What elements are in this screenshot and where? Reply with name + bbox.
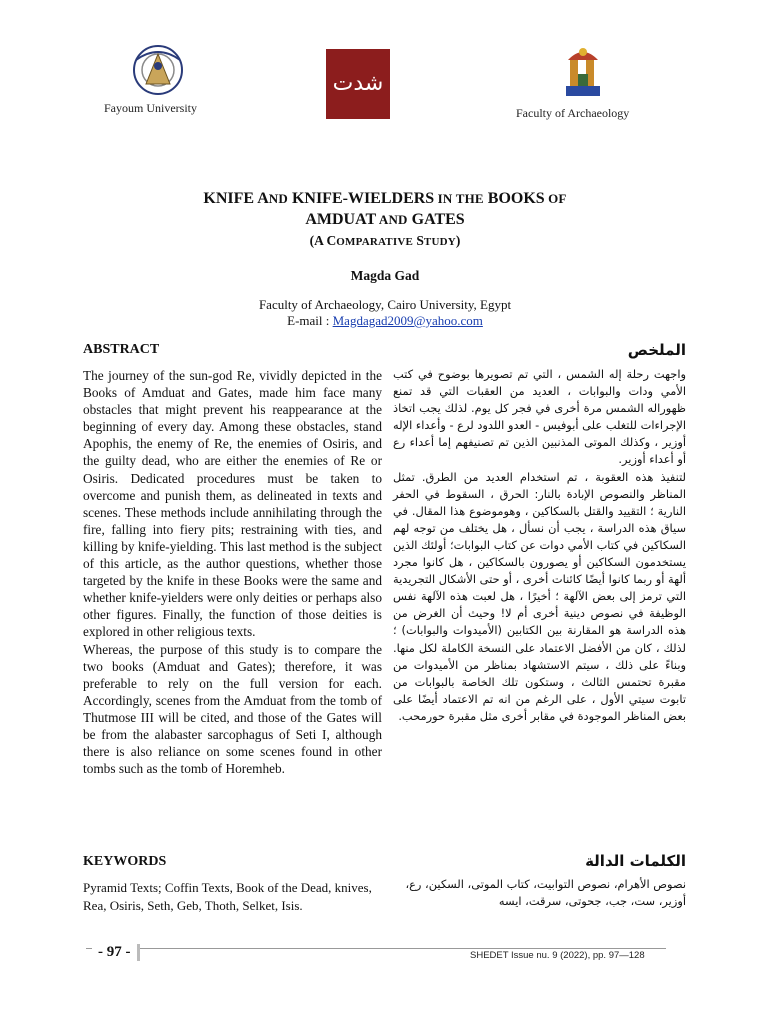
faculty-archaeology-logo bbox=[558, 40, 608, 102]
author-name: Magda Gad bbox=[350, 268, 420, 283]
title-part: BOOKS bbox=[483, 190, 545, 207]
abstract-paragraph-en: Whereas, the purpose of this study is to compare the two books (Amduat and Gates); therefore, it was preferable to rely on the full version for each. Accordingly, scenes from the Amduat from the tomb of Thutmose III will be cited, and those of the Gates will be from the alabaster sarcophagus of Seti I, although there is also reliance on some scenes found in other tombs such as the tomb of Horemheb. bbox=[83, 641, 382, 777]
title-part: (A C bbox=[309, 233, 337, 248]
keywords-heading-ar: الكلمات الدالة bbox=[585, 852, 686, 870]
footer-rule bbox=[86, 948, 666, 949]
abstract-paragraph-en: The journey of the sun-god Re, vividly depicted in the Books of Amduat and Gates, made him face many obstacles that might prevent his reappearance at the beginning of every day. Among these obstacles, stand Apophis, the enemy of Re, the enemies of Osiris, and the guilty dead, who are either the enemies of Re or Osiris. Dedicated procedures must be taken to overcome and punish them, as delineated in texts and scenes. These methods include annihilating through the fire, falling into fiery pits; restraining with ties, and killing by knife-yielding. This last method is the subject of this article, as the author questions, whether those targeted by the knife in these Books were the same and whether knife-yielders were only deities or perhaps also other figures. Finally, the function of those deities is explored in other religious texts. bbox=[83, 368, 382, 640]
title-part: S bbox=[413, 233, 424, 248]
author-affiliation: Faculty of Archaeology, Cairo University, Egypt bbox=[258, 297, 512, 312]
shedet-journal-logo bbox=[326, 49, 390, 119]
title-part: KNIFE-WIELDERS bbox=[287, 190, 435, 207]
title-part: GATES bbox=[407, 211, 465, 228]
fayoum-university-logo bbox=[118, 40, 198, 102]
journal-citation: SHEDET Issue nu. 9 (2022), pp. 97—128 bbox=[470, 950, 645, 961]
abstract-paragraph-ar: لتنفيذ هذه العقوبة ، تم استخدام العديد من الطرق. تمثل المناظر والنصوص الإبادة بالنار: الحرق ، السقوط في الحفر النارية ؛ التقييد والقتل بالسكاكين ، وهوموضوع هذا المقال. في سياق هذه الدراسة ، يجب أن نسأل ، هل يختلف من توجه لهم السكاكين في كتاب الأمي دوات عن كتاب البوابات؛ أولئك الذين يستخدمون السكاكين أو يصورون بالسكاكين ، هل كانوا مجرد ألهة أو ربما كانوا أيضًا كائنات أخرى ، أو حتى الأشكال التجريدية التي ترمز إلى بعض الآلهة ؛ أخيرًا ، هل لعبت هذه الآلهة نفس الوظيفة في نصوص دينية أخرى أم لا! وحيث أن الغرض من هذه الدراسة هو المقارنة بين الكتابين (الأميدوات والبوابات) ؛ لذلك ، كان من الأفضل الاعتماد على النسخة الكاملة لكل منها. وبناءً على ذلك ، سيتم الاستشهاد بمناظر من الأميدوات من مقبرة تحتمس الثالث ، وستكون تلك الخاصة بالبوابات من تابوت سيتي الأول ، على الرغم من انه تم الاعتماد أيضًا على بعض المناظر الموجودة في مقابر أخرى مثل مقبرة حورمحب. bbox=[393, 469, 686, 723]
keywords-heading-en: KEYWORDS bbox=[83, 854, 167, 869]
title-part: OMPARATIVE bbox=[336, 236, 414, 248]
title-line-2 bbox=[0, 211, 770, 229]
title-line-1 bbox=[0, 190, 770, 208]
title-part: AND bbox=[376, 212, 408, 227]
title-part: IN THE bbox=[434, 191, 484, 206]
abstract-paragraph-ar: واجهت رحلة إله الشمس ، التي تم تصويرها بوضوح في كتب الأمي ودات والبوابات ، العديد من العقبات التي قد تمنع ظهوراله الشمس مرة أخرى في فجر كل يوم. لذلك يجب اتخاذ الإجراءات للتغلب على أبوفيس - العدو اللدود لرع - وأعداء الإله أوزير ، وكذلك الموتى المذنبين الذين تم تصنيفهم إما أعداء رع أو أعداء أوزير. bbox=[393, 367, 686, 467]
email-link[interactable]: Magdagad2009@yahoo.com bbox=[332, 313, 483, 328]
abstract-heading-en: ABSTRACT bbox=[83, 342, 160, 357]
email-label: E-mail : bbox=[287, 313, 333, 328]
title-part: KNIFE A bbox=[203, 190, 269, 207]
title-part: AMDUAT bbox=[305, 211, 377, 228]
page-number: - 97 - bbox=[92, 944, 140, 961]
abstract-body-en bbox=[83, 367, 382, 777]
keywords-list-en: Pyramid Texts; Coffin Texts, Book of the Dead, knives, Rea, Osiris, Seth, Geb, Thoth, Selket, Isis. bbox=[83, 880, 372, 913]
keywords-list-ar: نصوص الأهرام، نصوص التوابيت، كتاب الموتى، السكين، رع، أوزير، ست، جب، جحوتى، سرقت، ايسه bbox=[405, 877, 686, 908]
faculty-logo-emblem bbox=[558, 40, 608, 102]
author-email-line bbox=[0, 313, 770, 329]
abstract-body-ar bbox=[393, 366, 686, 725]
title-part: ) bbox=[455, 233, 461, 248]
header-left-label: Fayoum University bbox=[104, 101, 197, 115]
title-part: TUDY bbox=[423, 236, 456, 248]
fayoum-logo-emblem bbox=[118, 40, 198, 102]
shedet-logo-text: شدت bbox=[332, 71, 384, 96]
title-part: ND bbox=[268, 191, 288, 206]
header-right-label: Faculty of Archaeology bbox=[516, 106, 630, 120]
abstract-heading-ar: الملخص bbox=[627, 341, 686, 359]
title-part: OF bbox=[544, 191, 567, 206]
title-line-3 bbox=[0, 233, 770, 249]
